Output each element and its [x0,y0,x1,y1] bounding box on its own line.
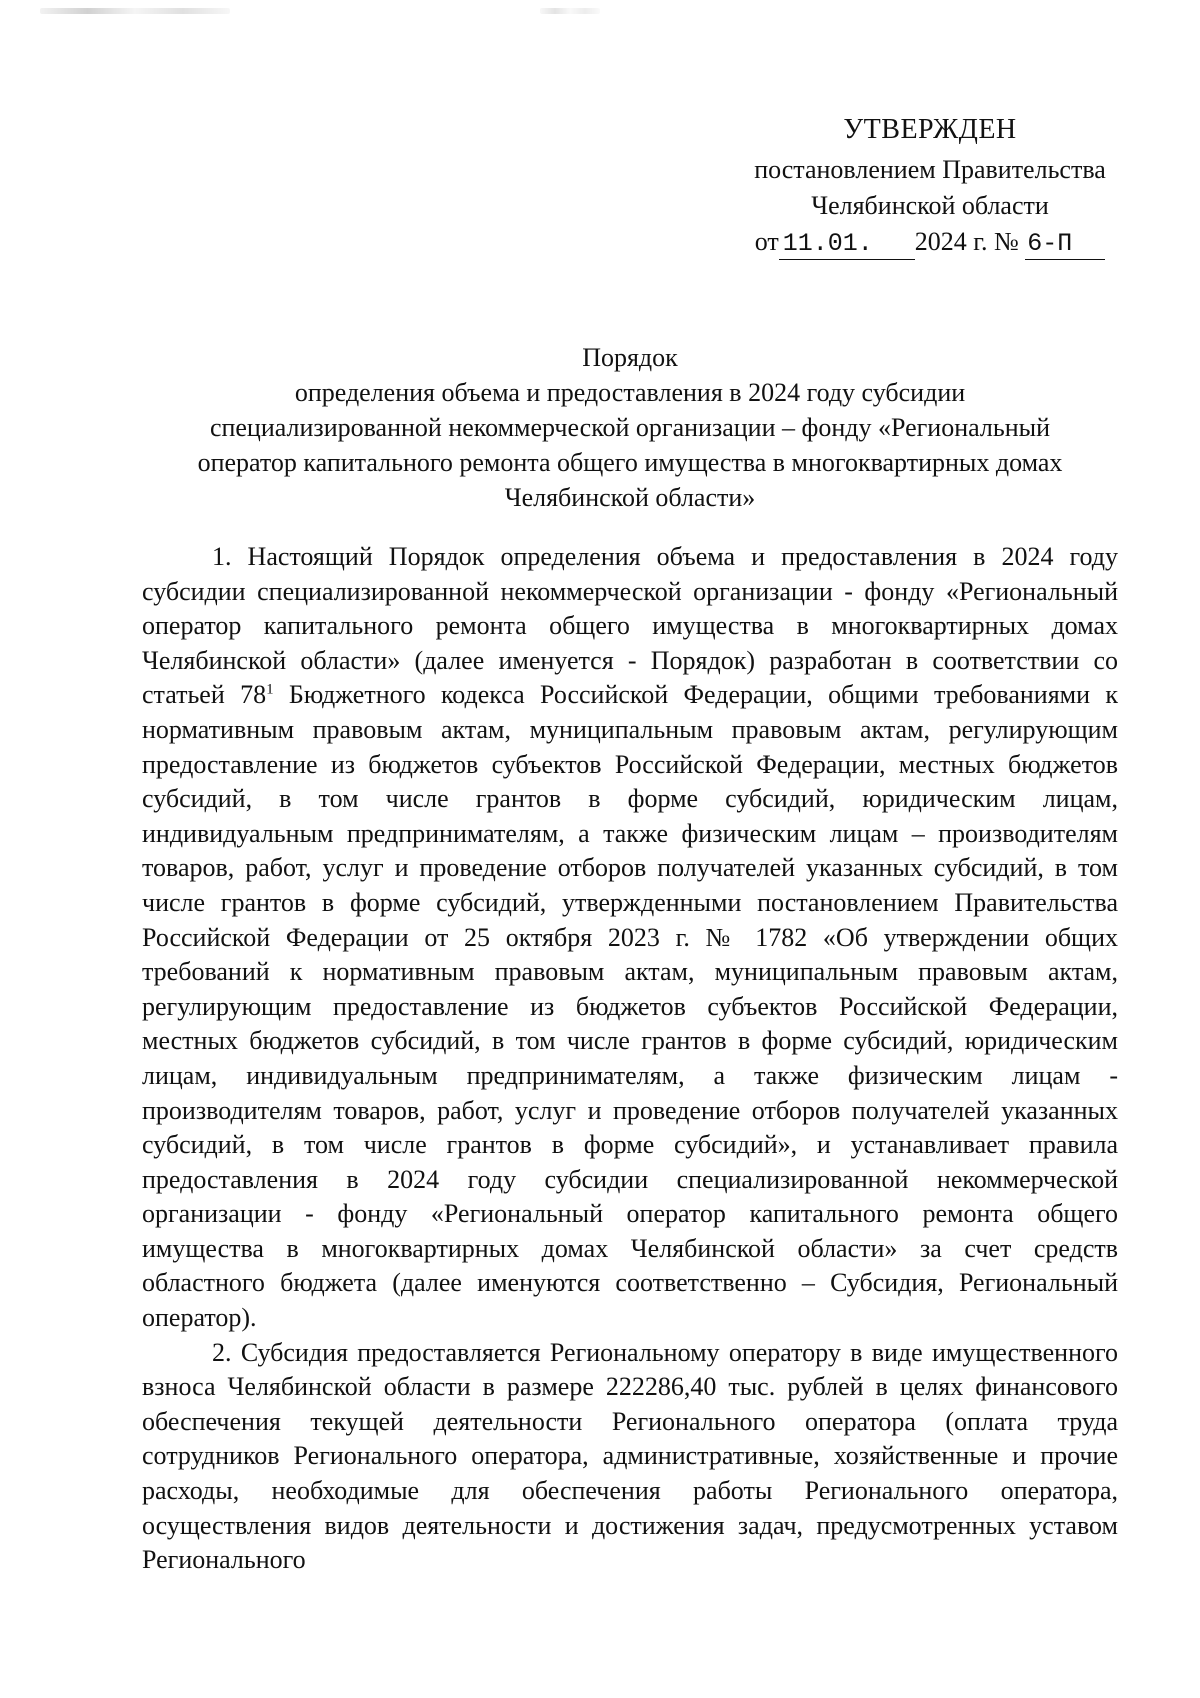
approval-stamp-block [700,112,1160,260]
date-prefix: от [754,227,779,256]
decree-date-field: 11.01. [779,229,915,260]
document-heading [140,340,1120,515]
approval-line-decree: постановлением Правительства [754,155,1106,184]
decree-number-field: 6-П [1025,229,1105,260]
paragraph-1-text-a: 1. Настоящий Порядок определения объема и предоставления в 2024 году субсидии специализированной некоммерческой организации - фонду «Региональный оператор капитального ремонта общего имущества в многоквартирных домах Челябинской области» (далее именуется - Порядок) разработан в соответствии со статьей 78 [142,542,1118,710]
heading-line: оператор капитального ремонта общего имущества в многоквартирных домах [197,448,1063,477]
heading-line: определения объема и предоставления в 2024 году субсидии [294,378,966,407]
scan-artifact [40,8,230,14]
heading-line: Челябинской области» [504,483,756,512]
scan-artifact [540,8,600,14]
approval-line-region: Челябинской области [811,191,1049,220]
paragraph-1-text-b: Бюджетного кодекса Российской Федерации, общими требованиями к нормативным правовым актам, муниципальным правовым актам, регулирующим предоставление из бюджетов субъектов Российской Федерации, местных бюджетов субсидий, в том числе грантов в форме субсидий, юридическим лицам, индивидуальным предпринимателям, а также физическим лицам – производителям товаров, работ, услуг и проведение отборов получателей указанных субсидий, в том числе грантов в форме субсидий, утвержденными постановлением Правительства Российской Федерации от 25 октября 2023 г. № 1782 «Об утверждении общих требований к нормативным правовым актам, муниципальным правовым актам, регулирующим предоставление из бюджетов субъектов Российской Федерации, местных бюджетов субсидий, в том числе грантов в форме субсидий, юридическим лицам, индивидуальным предпринимателям, а также физическим лицам - производителям товаров, работ, услуг и проведение отборов получателей указанных субсидий, в том числе грантов в форме субсидий», и устанавливает правила предоставления в 2024 году субсидии специализированной некоммерческой организации - фонду «Региональный оператор капитального ремонта общего имущества в многоквартирных домах Челябинской области» за счет средств областного бюджета (далее именуются соответственно – Субсидия, Региональный оператор). [142,680,1118,1333]
heading-line: специализированной некоммерческой организации – фонду «Региональный [209,413,1051,442]
paragraph-1 [142,540,1118,1336]
heading-title: Порядок [582,343,678,372]
date-suffix: 2024 г. № [914,227,1019,256]
paragraph-2: 2. Субсидия предоставляется Региональному оператору в виде имущественного взноса Челябинской области в размере 222286,40 тыс. рублей в целях финансового обеспечения текущей деятельности Регионального оператора (оплата труда сотрудников Регионального оператора, административные, хозяйственные и прочие расходы, необходимые для обеспечения работы Регионального оператора, осуществления видов деятельности и достижения задач, предусмотренных уставом Регионального [142,1337,1118,1575]
document-body [142,540,1118,1578]
approval-date-line [755,224,1106,260]
article-superscript: 1 [266,681,274,698]
approval-title: УТВЕРЖДЕН [843,114,1017,145]
